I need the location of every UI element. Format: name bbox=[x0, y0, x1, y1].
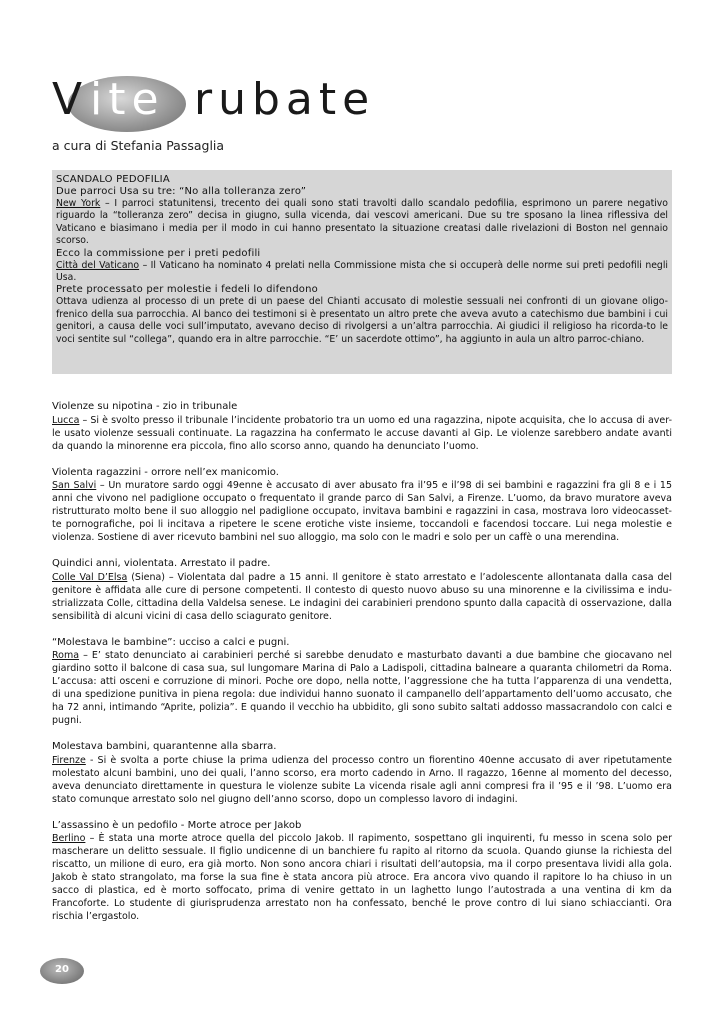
article-body: - Si è svolta a porte chiuse la prima udienza del processo contro un fiorentino 40enne accusato di aver ripetutamente molestato alcuni bambini, uno dei quali, l’anno scorso, era morto cadendo in Arno. Il ragazzo, 16enne al momento del decesso, aveva denunciato direttamente in questura le violenze subite La vicenda risale agli anni compresi fra il ’95 e il ’98. L’uomo era stato comunque arrestato solo nel giugno dell’anno scorso, dopo un complesso lavoro di indagini. bbox=[52, 754, 672, 805]
article bbox=[52, 820, 672, 924]
article-heading: Violenta ragazzini - orrore nell’ex manicomio. bbox=[52, 466, 279, 478]
box-item-heading: Prete processato per molestie i fedeli lo difendono bbox=[56, 284, 318, 296]
box-item-body: – Il Vaticano ha nominato 4 prelati nella Commissione mista che si occuperà delle norme sui preti pedofili negli Usa. bbox=[56, 259, 668, 284]
masthead bbox=[52, 64, 672, 134]
article-heading: Molestava bambini, quarantenne alla sbarra. bbox=[52, 741, 277, 752]
article-text bbox=[52, 649, 672, 727]
box-item-text bbox=[56, 260, 668, 285]
article bbox=[52, 558, 672, 623]
news-box-pedofilia bbox=[52, 170, 672, 374]
article-text bbox=[52, 479, 672, 544]
article-text bbox=[52, 571, 672, 623]
article-heading: Quindici anni, violentata. Arrestato il padre. bbox=[52, 558, 271, 569]
byline: a cura di Stefania Passaglia bbox=[52, 138, 225, 153]
location-label: Firenze bbox=[52, 754, 86, 766]
location-label: Colle Val D’Elsa bbox=[52, 571, 128, 583]
article-heading: “Molestava le bambine”: ucciso a calci e pugni. bbox=[52, 636, 290, 648]
location-label: Città del Vaticano bbox=[56, 259, 140, 271]
article bbox=[52, 401, 672, 453]
box-item-text bbox=[56, 296, 668, 346]
article-heading: Violenze su nipotina - zio in tribunale bbox=[52, 401, 238, 412]
box-item-body: – I parroci statunitensi, trecento dei quali sono stati travolti dallo scandalo pedofilia, esprimono un parere negativo riguardo la “tolleranza zero” decisa in giugno, sulla vicenda, dai vescovi americani. Due su tre sposano la linea riflessiva del Vaticano e biasimano i media per il modo in cui hanno presentato la situazione creatasi dalle rivelazioni di Boston nel gennaio scorso. bbox=[56, 198, 668, 247]
box-item-text bbox=[56, 198, 668, 248]
article-heading: L’assassino è un pedofilo - Morte atroce per Jakob bbox=[52, 819, 302, 831]
location-label: New York bbox=[56, 198, 101, 209]
article-text bbox=[52, 414, 672, 453]
article-body: (Siena) – Violentata dal padre a 15 anni. Il genitore è stato arrestato e l’adolescente allontanata dalla casa del genitore è affidata alle cure di persone competenti. Il contesto di questo nuovo abuso su una minorenne e la civilissima e indu-strializzata Colle, cittadina della Valdelsa senese. Le indagini dei carabinieri prendono spunto dalla capacità di osservazione, dalla sensibilità di alcuni vicini di casa dello sciagurato genitore. bbox=[52, 571, 672, 622]
article-body: – Un muratore sardo oggi 49enne è accusato di aver abusato fra il’95 e il’98 di sei bambini e ragazzini fra gli 8 e i 15 anni che vivono nel padiglione occupato o frequentato il grande parco di San Salvi, a Firenze. L’uomo, da bravo muratore aveva ristrutturato molto bene il suo alloggio nel padiglione occupato, invitava bambini e ragazzini in casa, mostrava loro videocasset-te pornografiche, poi li incitava a ripetere le scene erotiche viste insieme, toccandoli e facendosi toccare. Lui nega molestie e violenza. Sostiene di aver ricevuto bambini nel suo alloggio, ma solo con le madri e solo per un caffè o una merendina. bbox=[52, 480, 672, 543]
box-item-heading: Due parroci Usa su tre: “No alla tolleranza zero” bbox=[56, 186, 307, 197]
location-label: Lucca bbox=[52, 414, 80, 426]
title-word-rubate: rubate bbox=[194, 74, 376, 125]
location-label: Roma bbox=[52, 650, 80, 661]
article bbox=[52, 637, 672, 728]
page-number-badge bbox=[40, 958, 84, 984]
location-label: Berlino bbox=[52, 833, 86, 844]
box-item-heading: Ecco la commissione per i preti pedofili bbox=[56, 247, 261, 259]
article bbox=[52, 467, 672, 545]
article-text bbox=[52, 754, 672, 806]
article-text bbox=[52, 832, 672, 923]
box-section-title: SCANDALO PEDOFILIA bbox=[56, 174, 170, 185]
page-number: 20 bbox=[55, 964, 69, 975]
location-label: San Salvi bbox=[52, 480, 97, 491]
box-item-body: Ottava udienza al processo di un prete di un paese del Chianti accusato di molestie sessuali nei confronti di un giovane oligo-frenico della sua parrocchia. Al banco dei testimoni si è presentato un altro prete che aveva avuto a catechismo due bambini i cui genitori, a causa delle voci sull’imputato, avevano deciso di rivolgersi a un’altra parrocchia. Ai giudici il religioso ha ricorda-to le voci sentite sul “collega”, quando era in altre parrocchie. “E’ un sacerdote ottimo”, ha aggiunto in aula un altro parroc-chiano. bbox=[56, 296, 668, 345]
article-body: – E’ stato denunciato ai carabinieri perché si sarebbe denudato e masturbato davanti a due bambine che giocavano nel giardino sotto il balcone di casa sua, sul lungomare Marina di Palo a Ladispoli, cittadina balneare a quaranta chilometri da Roma. L’accusa: atti osceni e corruzione di minori. Poche ore dopo, nella notte, l’aggressione che ha tutta l’apparenza di una vendetta, di una spedizione punitiva in piena regola: due individui hanno suonato il campanello dell’appartamento dell’uomo accusato, che ha 72 anni, intimando “Aprite, polizia”. E quando il vecchio ha ubbidito, gli sono subito saltati addosso massacrandolo con calci e pugni. bbox=[52, 650, 672, 726]
article-body: – È stata una morte atroce quella del piccolo Jakob. Il rapimento, sospettano gli inquirenti, fu messo in scena solo per mascherare un delitto sessuale. Il figlio undicenne di un banchiere fu rapito al ritorno da scuola. Quando giunse la richiesta del riscatto, un milione di euro, era già morto. Non sono ancora chiari i risultati dell’autopsia, ma il corpo presentava lividi alla gola. Jakob è stato strangolato, ma forse la sua fine è stata ancora più atroce. Era ancora vivo quando il rapitore lo ha chiuso in un sacco di plastica, ed è morto soffocato, prima di venire gettato in un laghetto lungo l’autostrada a una ventina di km da Francoforte. Lo studente di giurisprudenza arrestato non ha confessato, benché le prove contro di lui siano schiaccianti. Ora rischia l’ergastolo. bbox=[52, 833, 672, 922]
article-body: – Si è svolto presso il tribunale l’incidente probatorio tra un uomo ed una ragazzina, nipote acquisita, che lo accusa di aver-le usato violenze sessuali continuate. La ragazzina ha confermato le accuse davanti al Gip. Le violenze sarebbero andate avanti da quando la minorenne era piccola, fino allo scorso anno, quando ha denunciato l’uomo. bbox=[52, 414, 672, 452]
article bbox=[52, 741, 672, 806]
title-letters-ite: ite bbox=[90, 74, 165, 125]
title-letter-v: V bbox=[52, 74, 89, 125]
articles-column bbox=[52, 401, 672, 937]
